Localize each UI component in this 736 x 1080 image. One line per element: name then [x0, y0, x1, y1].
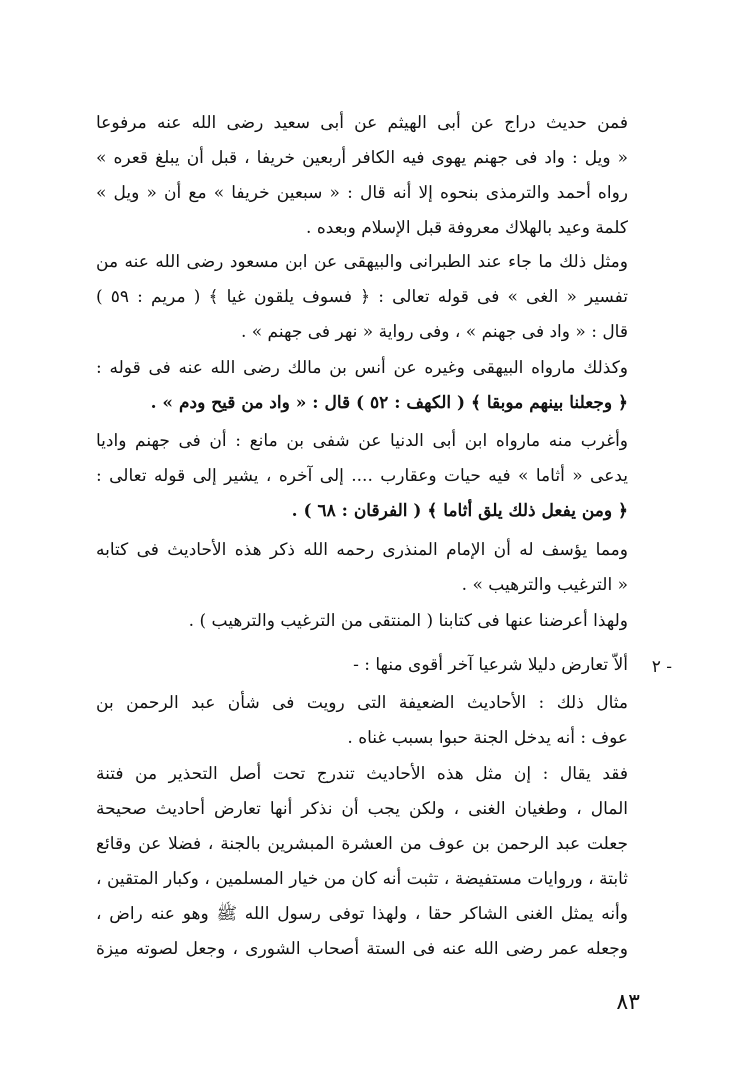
paragraph-6 — [96, 604, 628, 639]
paragraph-4 — [96, 424, 628, 529]
text-line: عوف : أنه يدخل الجنة حبوا بسبب غناه . — [347, 728, 628, 748]
paragraph-2 — [96, 245, 628, 350]
text-line: مثال ذلك : الأحاديث الضعيفة التى رويت فى شأن عبد الرحمن بن — [96, 693, 628, 713]
text-line: ومما يؤسف له أن الإمام المنذرى رحمه الله ذكر هذه الأحاديث فى كتابه — [96, 540, 628, 560]
text-line: جعلت عبد الرحمن بن عوف من العشرة المبشرين بالجنة ، فضلا عن وقائع — [96, 834, 628, 854]
list-number: ٢ - — [651, 657, 672, 677]
text-line: « ويل : واد فى جهنم يهوى فيه الكافر أربعين خريفا ، قبل أن يبلغ قعره » — [96, 148, 628, 168]
text-line: كلمة وعيد بالهلاك معروفة قبل الإسلام وبعده . — [306, 218, 628, 238]
page-number: ٨٣ — [616, 990, 640, 1015]
paragraph-1 — [96, 106, 628, 246]
text-line: قال : « واد فى جهنم » ، وفى رواية « نهر فى جهنم » . — [240, 322, 628, 342]
text-line: فمن حديث دراج عن أبى الهيثم عن أبى سعيد رضى الله عنه مرفوعا — [96, 113, 628, 133]
text-line: ومثل ذلك ما جاء عند الطبرانى والبيهقى عن ابن مسعود رضى الله عنه من — [96, 252, 628, 272]
text-line: « الترغيب والترهيب » . — [461, 575, 628, 595]
text-line: ﴿ وجعلنا بينهم موبقا ﴾ ( الكهف : ٥٢ ) قال : « واد من قيح ودم » . — [150, 393, 628, 413]
text-line: وجعله عمر رضى الله عنه فى الستة أصحاب الشورى ، وجعل لصوته ميزة — [96, 939, 628, 959]
paragraph-7 — [96, 648, 628, 683]
text-line: وأنه يمثل الغنى الشاكر حقا ، ولهذا توفى رسول الله ﷺ وهو عنه راض ، — [96, 904, 628, 924]
text-line: تفسير « الغى » فى قوله تعالى : ﴿ فسوف يلقون غيا ﴾ ( مريم : ٥٩ ) — [96, 287, 628, 307]
text-line: رواه أحمد والترمذى بنحوه إلا أنه قال : « سبعين خريفا » مع أن « ويل » — [96, 183, 628, 203]
text-line: ثابتة ، وروايات مستفيضة ، تثبت أنه كان من خيار المسلمين ، وكبار المتقين ، — [96, 869, 628, 889]
paragraph-3 — [96, 351, 628, 421]
text-line: وكذلك مارواه البيهقى وغيره عن أنس بن مالك رضى الله عنه فى قوله : — [96, 358, 628, 378]
paragraph-8 — [96, 686, 628, 756]
text-line: ولهذا أعرضنا عنها فى كتابنا ( المنتقى من الترغيب والترهيب ) . — [188, 611, 628, 631]
text-line: يدعى « أثاما » فيه حيات وعقارب .... إلى آخره ، يشير إلى قوله تعالى : — [96, 466, 628, 486]
text-line: المال ، وطغيان الغنى ، ولكن يجب أن نذكر أنها تعارض أحاديث صحيحة — [96, 799, 628, 819]
paragraph-5 — [96, 533, 628, 603]
text-line: وأغرب منه مارواه ابن أبى الدنيا عن شفى بن مانع : أن فى جهنم واديا — [96, 431, 628, 451]
paragraph-9 — [96, 757, 628, 967]
text-line: ألاّ تعارض دليلا شرعيا آخر أقوى منها : - — [353, 655, 628, 675]
text-line: ﴿ ومن يفعل ذلك يلق أثاما ﴾ ( الفرقان : ٦٨ ) . — [291, 501, 628, 521]
text-line: فقد يقال : إن مثل هذه الأحاديث تندرج تحت أصل التحذير من فتنة — [96, 764, 628, 784]
